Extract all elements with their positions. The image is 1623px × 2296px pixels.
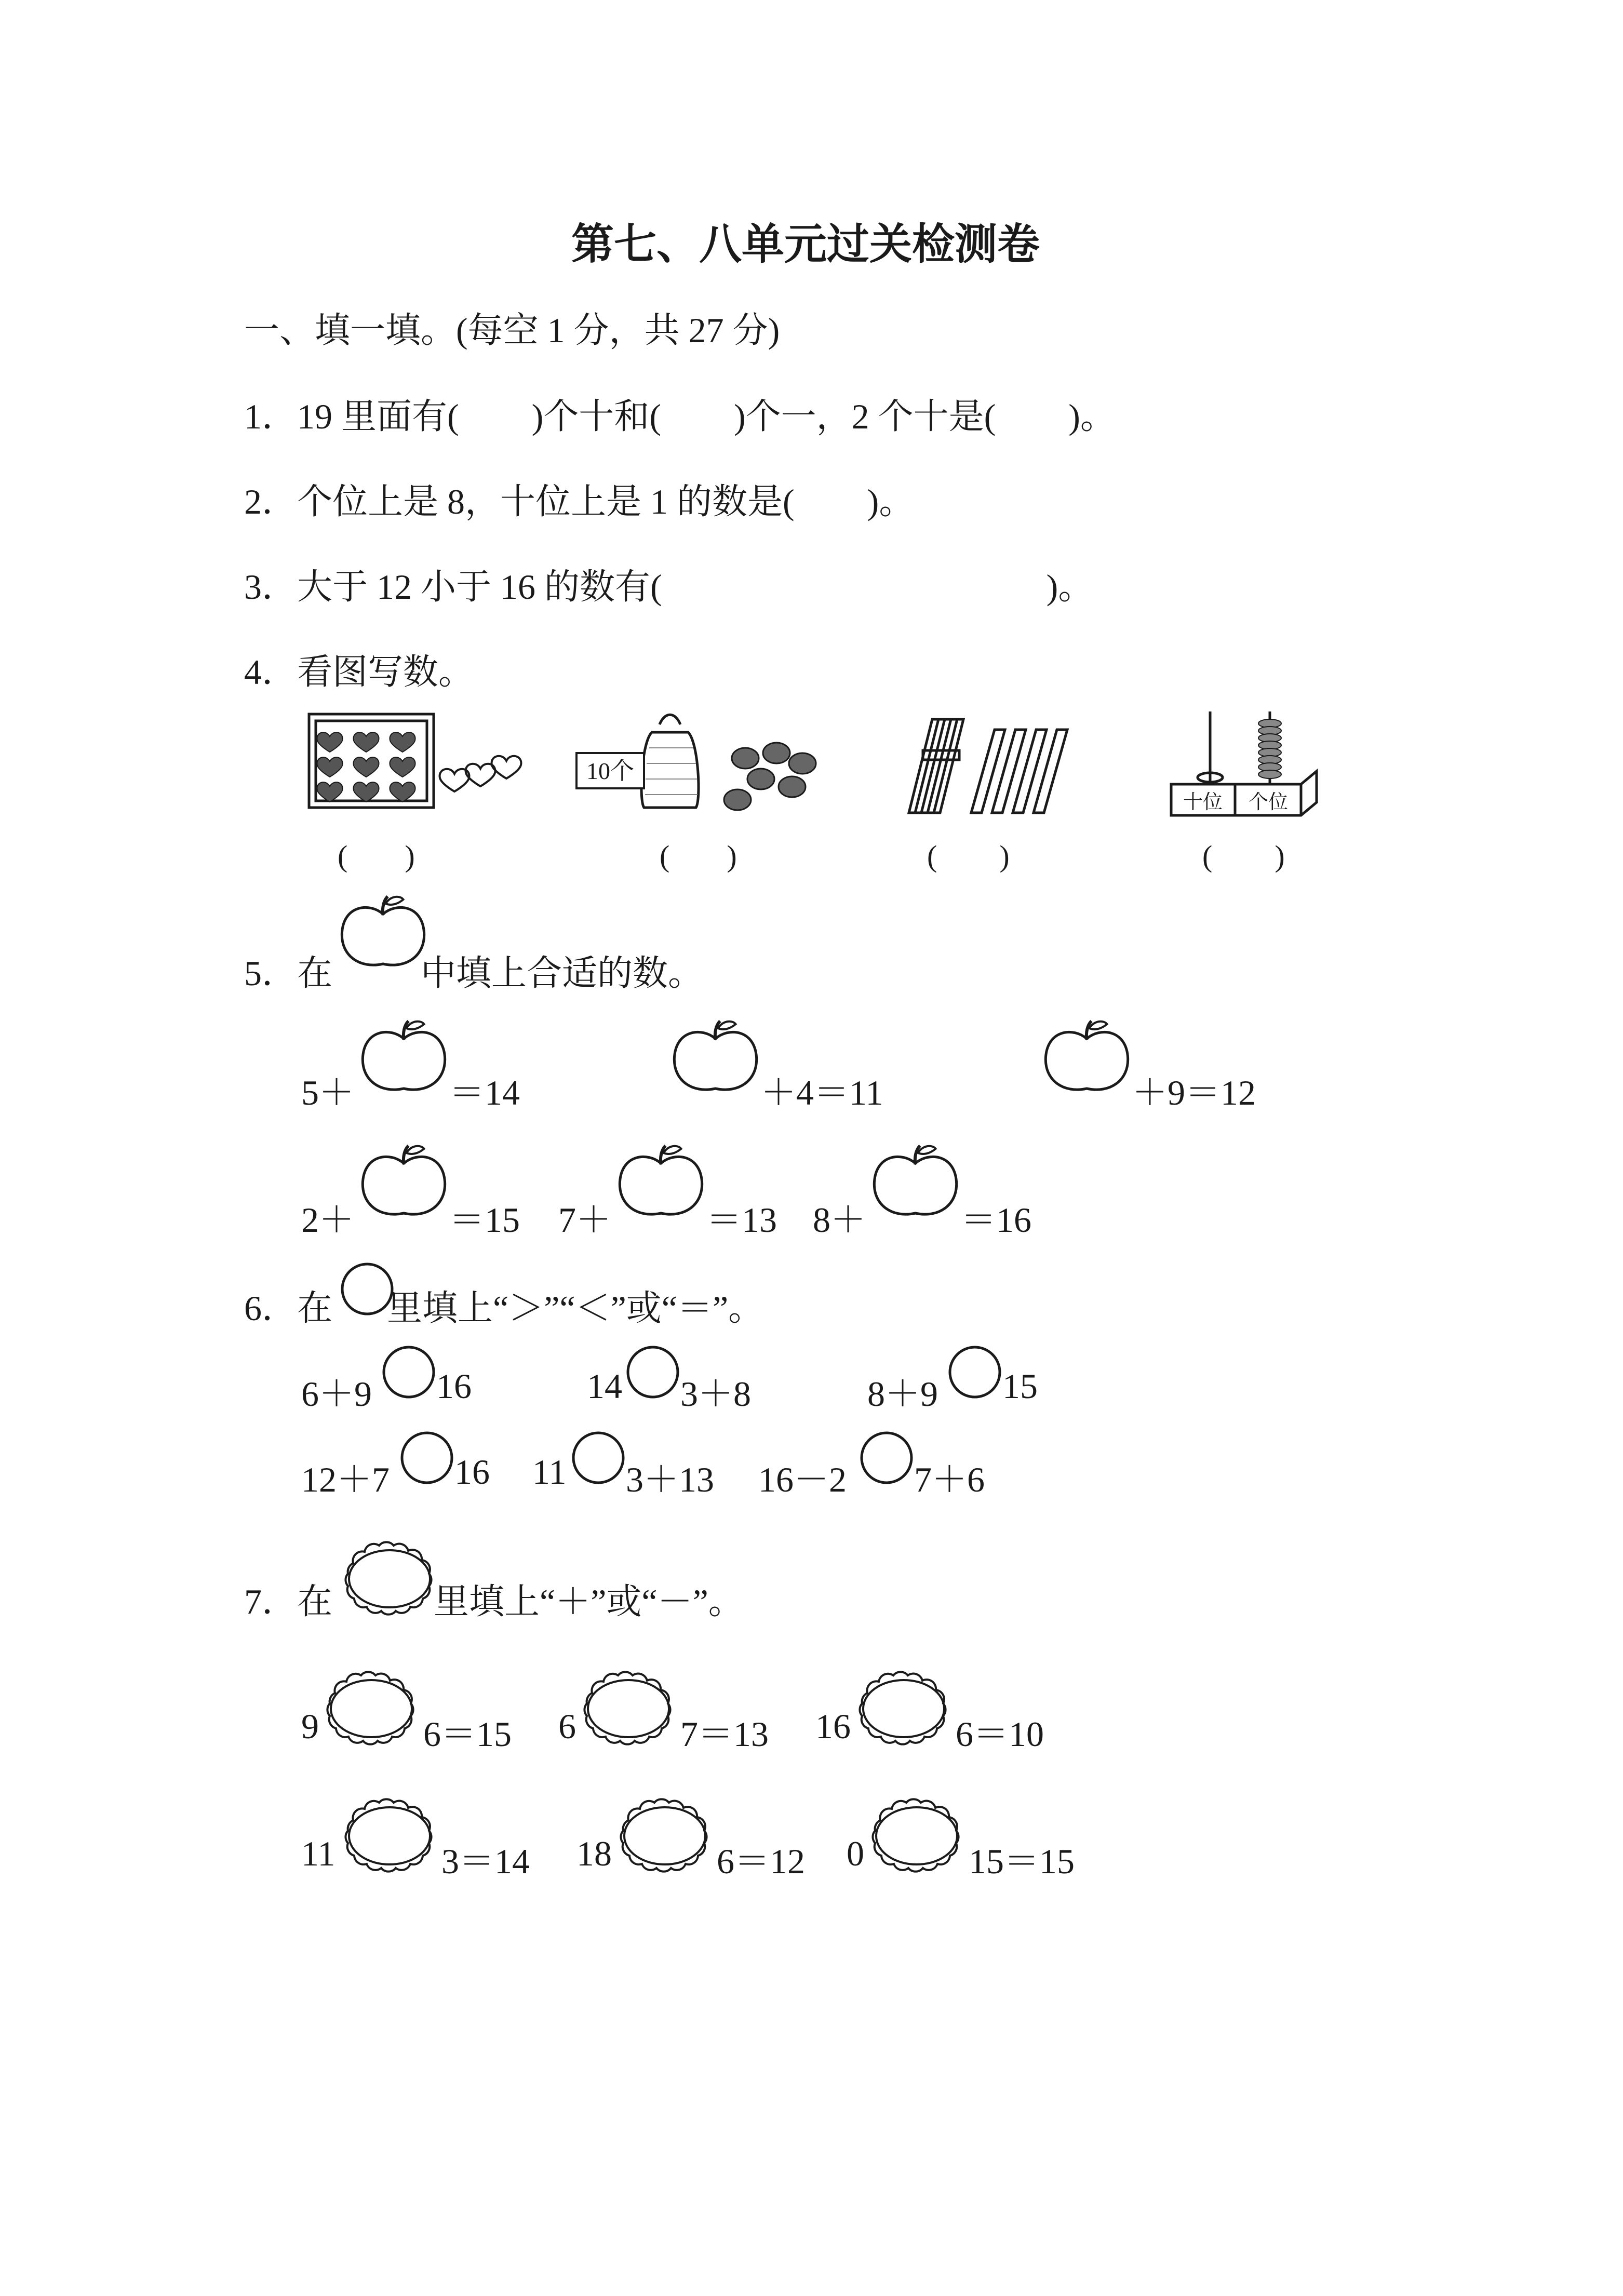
question-4: 4．看图写数。: [244, 652, 474, 692]
sticks-picture: [901, 714, 1109, 818]
page-title: 第七、八单元过关检测卷: [571, 220, 1040, 269]
compare-answer-6[interactable]: [860, 1431, 914, 1485]
apple-icon: [338, 893, 428, 971]
sign-answer-1[interactable]: [319, 1667, 423, 1750]
question-6: 6．在 里填上“＞”“＜”或“＝”。: [244, 1288, 764, 1328]
answer-slot-1[interactable]: ( ): [338, 839, 415, 873]
question-number: 1．: [244, 397, 298, 436]
question-number: 3．: [244, 567, 298, 607]
sign-answer-4[interactable]: [338, 1794, 441, 1877]
question-2: 2．个位上是 8，十位上是 1 的数是( )。: [244, 482, 915, 521]
question-number: 2．: [244, 482, 298, 521]
apple-answer-1[interactable]: [358, 1018, 449, 1096]
sign-answer-6[interactable]: [865, 1794, 969, 1877]
compare-answer-2[interactable]: [626, 1345, 680, 1400]
compare-answer-3[interactable]: [948, 1345, 1002, 1400]
apple-answer-3[interactable]: [1041, 1018, 1132, 1096]
answer-slot-3[interactable]: ( ): [927, 839, 1010, 873]
apple-answer-2[interactable]: [670, 1018, 761, 1096]
question-number: 6．: [244, 1288, 298, 1328]
question-number: 4．: [244, 652, 298, 692]
sign-answer-5[interactable]: [613, 1794, 717, 1877]
abacus-picture: [1169, 709, 1324, 821]
answer-slot-2[interactable]: ( ): [660, 839, 737, 873]
question-number: 7．: [244, 1582, 298, 1621]
apple-answer-6[interactable]: [870, 1143, 961, 1220]
question-3: 3．大于 12 小于 16 的数有( )。: [244, 567, 1094, 607]
tens-label: 十位: [1183, 791, 1223, 813]
sign-answer-2[interactable]: [576, 1667, 680, 1750]
question-number: 5．: [244, 954, 298, 993]
compare-answer-5[interactable]: [571, 1431, 626, 1485]
bag-label: 10个: [586, 758, 634, 784]
answer-slot-4[interactable]: ( ): [1202, 839, 1285, 873]
circle-icon: [340, 1262, 395, 1317]
compare-answer-1[interactable]: [382, 1345, 436, 1400]
sign-answer-3[interactable]: [852, 1667, 956, 1750]
flower-icon: [338, 1537, 441, 1620]
question-1: 1．19 里面有( )个十和( )个一，2 个十是( )。: [244, 397, 1116, 436]
apple-answer-4[interactable]: [358, 1143, 449, 1220]
question-5: 5．在 中填上合适的数。: [244, 954, 704, 993]
compare-answer-4[interactable]: [400, 1431, 454, 1485]
bag-picture: [574, 701, 818, 815]
heart-box-picture: [306, 711, 525, 815]
apple-answer-5[interactable]: [615, 1143, 706, 1220]
ones-label: 个位: [1248, 791, 1289, 813]
question-7: 7．在 里填上“＋”或“－”。: [244, 1582, 744, 1621]
section-heading: 一、填一填。(每空 1 分，共 27 分): [244, 311, 780, 350]
